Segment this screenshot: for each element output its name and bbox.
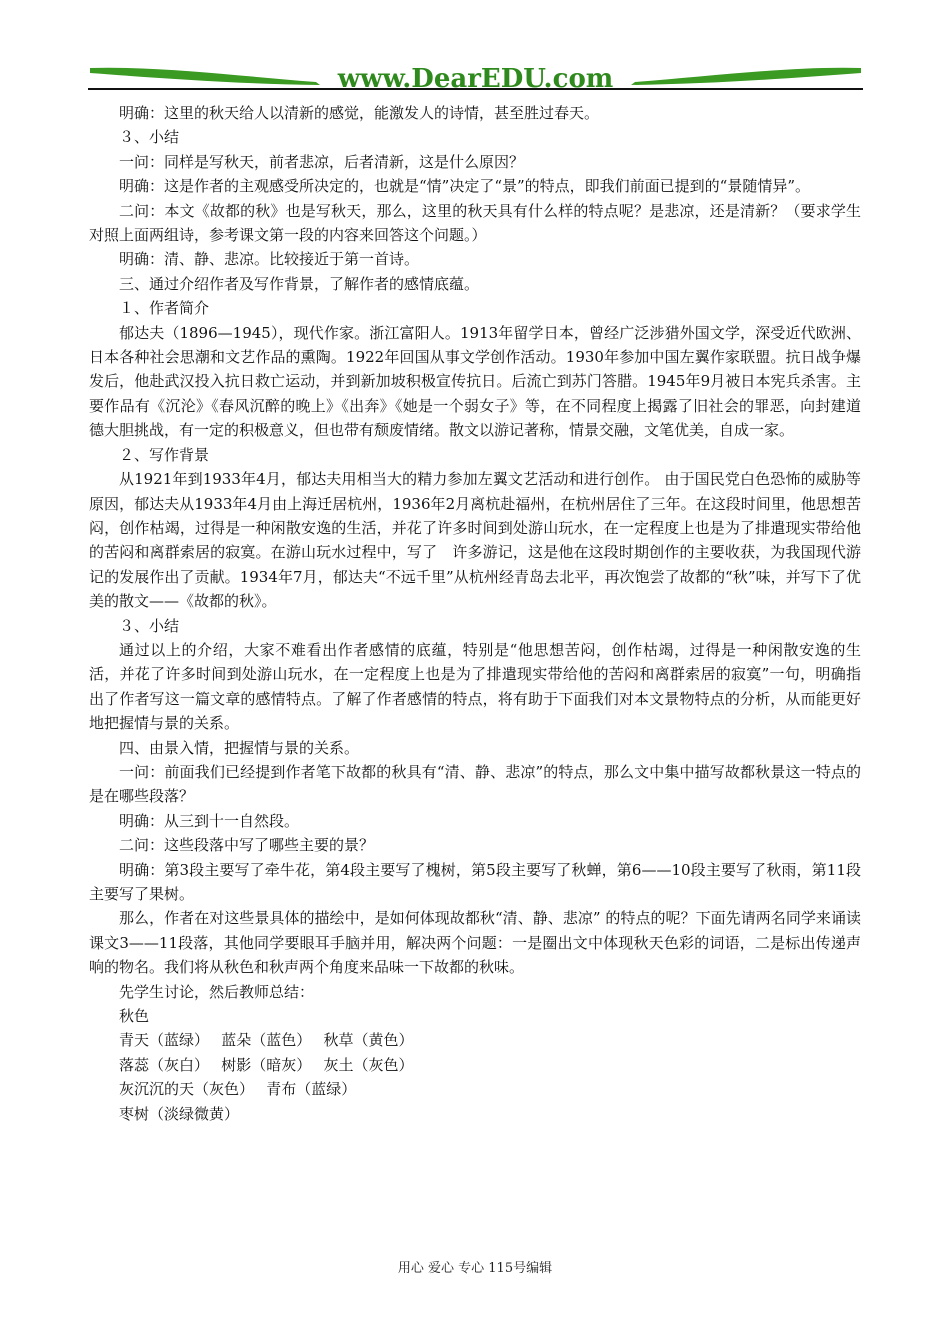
paragraph: 明确：从三到十一自然段。 <box>119 811 300 830</box>
paragraph: 一问：前面我们已经提到作者笔下故都的秋具有“清、静、悲凉”的特点，那么文中集中描写故都秋景这一特点的是在哪些段落？ <box>89 762 861 806</box>
section-heading: ３、小结 <box>119 128 180 147</box>
paragraph: 二问：本文《故都的秋》也是写秋天，那么，这里的秋天具有什么样的特点呢？是悲凉，还是清新？（要求学生对照上面两组诗，参考课文第一段的内容来回答这个问题。） <box>89 201 861 245</box>
list-item: 灰沉沉的天（灰色） 青布（蓝绿） <box>119 1080 357 1099</box>
page-footer: 用心 爱心 专心 115号编辑 <box>397 1261 553 1276</box>
paragraph: 一问：同样是写秋天，前者悲凉，后者清新，这是什么原因？ <box>119 152 525 171</box>
section-heading: 三、通过介绍作者及写作背景，了解作者的感情底蕴。 <box>119 274 480 293</box>
paragraph: 二问：这些段落中写了哪些主要的景？ <box>119 836 375 855</box>
list-item: 落蕊（灰白） 树影（暗灰） 灰土（灰色） <box>119 1055 414 1074</box>
section-heading: １、作者简介 <box>119 299 210 318</box>
paragraph: 明确：这是作者的主观感受所决定的，也就是“情”决定了“景”的特点，即我们前面已提到的“景随情异”。 <box>119 177 811 196</box>
section-heading: ２、写作背景 <box>119 445 210 464</box>
list-item: 枣树（淡绿微黄） <box>119 1104 240 1123</box>
paragraph: 从1921年到1933年4月，郁达夫用相当大的精力参加左翼文艺活动和进行创作。 由于国民党白色恐怖的威胁等原因，郁达夫从1933年4月由上海迁居杭州，1936年2月离杭赴福州，在杭州居住了三年。在这段时间里，他思想苦闷，创作枯竭，过得是一种闲散安逸的生活，并花了许多时间到处游山玩水，在一定程度上也是为了排遣现实带给他的苦闷和离群索居的寂寞。在游山玩水过程中，写了 许多游记，这是他在这段时期创作的主要收获，为我国现代游记的发展作出了贡献。1934年7月，郁达夫“不远千里”从杭州经青岛去北平，再次饱尝了故都的“秋”味，并写下了优美的散文——《故都的秋》。 <box>89 470 861 611</box>
paragraph: 明确：清、静、悲凉。比较接近于第一首诗。 <box>119 250 420 269</box>
paragraph: 那么，作者在对这些景具体的描绘中，是如何体现故都秋“清、静、悲凉” 的特点的呢？下面先请两名同学来诵读课文3——11段落，其他同学要眼耳手脑并用，解决两个问题：一是圈出文中体现秋天色彩的词语，二是标出传递声响的物名。我们将从秋色和秋声两个角度来品味一下故都的秋味。 <box>89 909 861 977</box>
paragraph: 明确：这里的秋天给人以清新的感觉，能激发人的诗情，甚至胜过春天。 <box>119 104 600 122</box>
paragraph: 先学生讨论，然后教师总结： <box>119 982 315 1001</box>
section-heading: 四、由景入情，把握情与景的关系。 <box>119 738 360 757</box>
list-item: 青天（蓝绿） 蓝朵（蓝色） 秋草（黄色） <box>119 1031 414 1050</box>
list-heading: 秋色 <box>119 1007 150 1026</box>
paragraph: 通过以上的介绍，大家不难看出作者感情的底蕴，特别是“他思想苦闷，创作枯竭，过得是一种闲散安逸的生活，并花了许多时间到处游山玩水，在一定程度上也是为了排遣现实带给他的苦闷和离群索居的寂寞”一句，明确指出了作者写这一篇文章的感情特点。了解了作者感情的特点，将有助于下面我们对本文景物特点的分析，从而能更好地把握情与景的关系。 <box>89 640 861 733</box>
section-heading: ３、小结 <box>119 616 180 635</box>
document-body <box>89 101 861 1126</box>
paragraph: 明确：第3段主要写了牵牛花，第4段主要写了槐树，第5段主要写了秋蝉，第6——10段主要写了秋雨，第11段主要写了果树。 <box>89 860 861 903</box>
paragraph: 郁达夫（1896—1945），现代作家。浙江富阳人。1913年留学日本，曾经广泛涉猎外国文学，深受近代欧洲、日本各种社会思潮和文艺作品的熏陶。1922年回国从事文学创作活动。1930年参加中国左翼作家联盟。抗日战争爆发后，他赴武汉投入抗日救亡运动，并到新加坡积极宣传抗日。后流亡到苏门答腊。1945年9月被日本宪兵杀害。主要作品有《沉沦》《春风沉醉的晚上》《出奔》《她是一个弱女子》等，在不同程度上揭露了旧社会的罪恶，向封建道德大胆挑战，有一定的积极意义，但也带有颓废情绪。散文以游记著称，情景交融，文笔优美，自成一家。 <box>89 323 861 440</box>
site-logo-text: www.DearEDU.com <box>337 64 614 94</box>
site-header-banner <box>88 62 863 96</box>
